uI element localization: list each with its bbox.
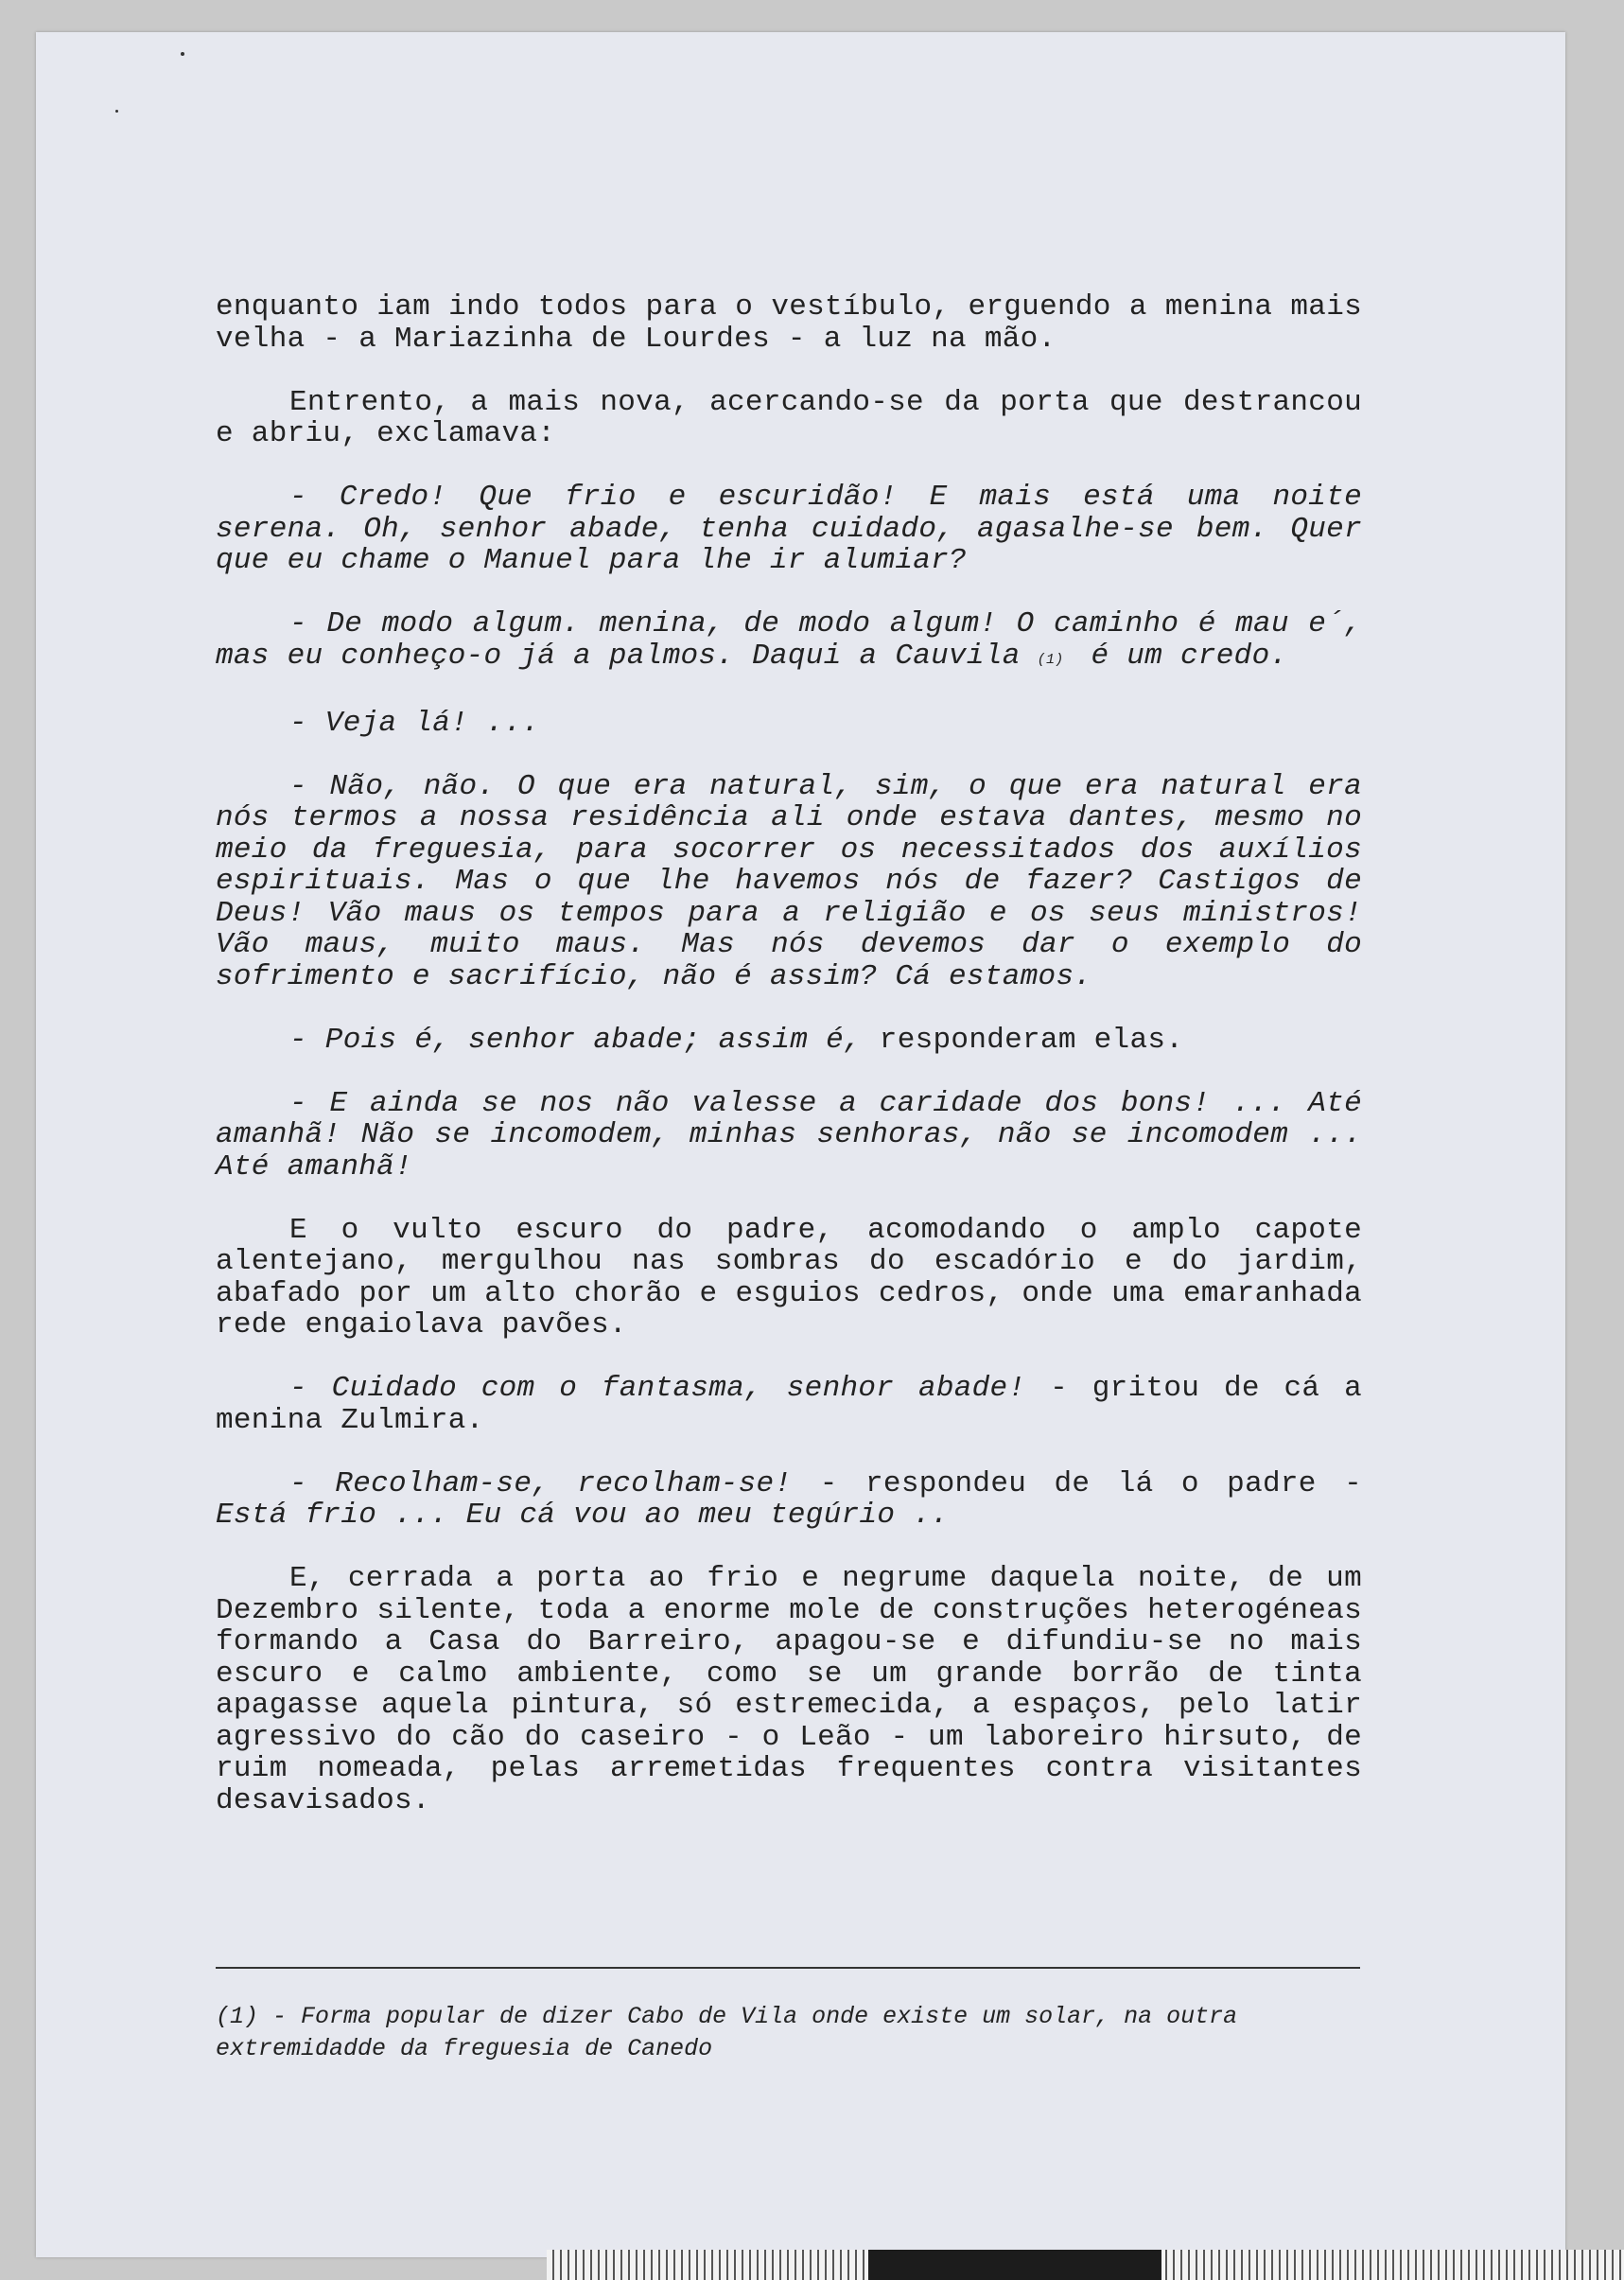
text-segment: - Pois é, senhor abade; assim é, <box>289 1023 862 1057</box>
text-segment: responderam elas. <box>861 1023 1184 1057</box>
footnote: (1) - Forma popular de dizer Cabo de Vila onde existe um solar, na outra extremidadde da freguesia de Canedo <box>216 2003 1238 2062</box>
text-segment: é um credo. <box>1091 639 1288 673</box>
paragraph <box>216 1563 1362 1816</box>
text-segment: - De modo algum. menina, de modo algum! O caminho é mau e´, mas eu conheço-o já a palmos. Daqui a Cauvila <box>216 607 1362 673</box>
paragraph <box>216 1468 1362 1532</box>
paragraph <box>216 387 1362 450</box>
measurement-scale <box>547 2250 1624 2280</box>
text-segment: - Recolham-se, recolham-se! <box>289 1466 793 1500</box>
paragraph <box>216 291 1362 355</box>
text-segment: - Credo! Que frio e escuridão! E mais está uma noite serena. Oh, senhor abade, tenha cuidado, agasalhe-se bem. Quer que eu chame o Manuel para lhe ir alumiar? <box>216 481 1362 577</box>
text-segment: Está frio ... Eu cá vou ao meu tegúrio .. <box>216 1499 950 1532</box>
text-segment: - Cuidado com o fantasma, senhor abade! <box>289 1372 1026 1405</box>
footnote-reference: (1) <box>1037 651 1064 668</box>
paragraph <box>216 1088 1362 1184</box>
paper-speck <box>115 110 118 113</box>
body-text <box>216 291 1362 1849</box>
footnote-separator <box>216 1967 1360 1969</box>
text-segment: - Veja lá! ... <box>289 706 540 740</box>
text-segment: E, cerrada a porta ao frio e negrume daquela noite, de um Dezembro silente, toda a enorme mole de construções heterogéneas formando a Casa do Barreiro, apagou-se e difundiu-se no mais escuro e calmo ambiente, como se um grande borrão de tinta apagasse aquela pintura, só estremecida, a espaços, pelo latir agressivo do cão do caseiro - o Leão - um laboreiro hirsuto, de ruim nomeada, pelas arremetidas frequentes contra visitantes desavisados. <box>216 1562 1362 1817</box>
paragraph <box>216 771 1362 993</box>
paragraph <box>216 1215 1362 1342</box>
text-segment: - gritou de cá a menina Zulmira. <box>216 1372 1362 1437</box>
text-segment: - E ainda se nos não valesse a caridade dos bons! ... Até amanhã! Não se incomodem, minhas senhoras, não se incomodem ... Até amanhã! <box>216 1086 1362 1184</box>
text-segment: E o vulto escuro do padre, acomodando o amplo capote alentejano, mergulhou nas sombras do escadório e do jardim, abafado por um alto chorão e esguios cedros, onde uma emaranhada rede engaiolava pavões. <box>216 1213 1362 1342</box>
text-segment: - respondeu de lá o padre - <box>792 1466 1362 1500</box>
paragraph <box>216 1025 1362 1057</box>
text-segment: - Não, não. O que era natural, sim, o que era natural era nós termos a nossa residência ali onde estava dantes, mesmo no meio da freguesia, para socorrer os necessitados dos auxílios espirituais. Mas o que lhe havemos nós de fazer? Castigos de Deus! Vão maus os tempos para a religião e os seus ministros! Vão maus, muito maus. Mas nós devemos dar o exemplo do sofrimento e sacrifício, não é assim? Cá estamos. <box>216 769 1362 993</box>
paragraph <box>216 482 1362 577</box>
text-segment: enquanto iam indo todos para o vestíbulo, erguendo a menina mais velha - a Mariazinha de Lourdes - a luz na mão. <box>216 290 1362 356</box>
scale-dark-segment <box>868 2250 1161 2280</box>
paper-speck <box>181 52 184 56</box>
paragraph <box>216 608 1362 675</box>
text-segment: Entrento, a mais nova, acercando-se da porta que destrancou e abriu, exclamava: <box>216 385 1362 450</box>
paragraph <box>216 1373 1362 1436</box>
paragraph <box>216 708 1362 740</box>
